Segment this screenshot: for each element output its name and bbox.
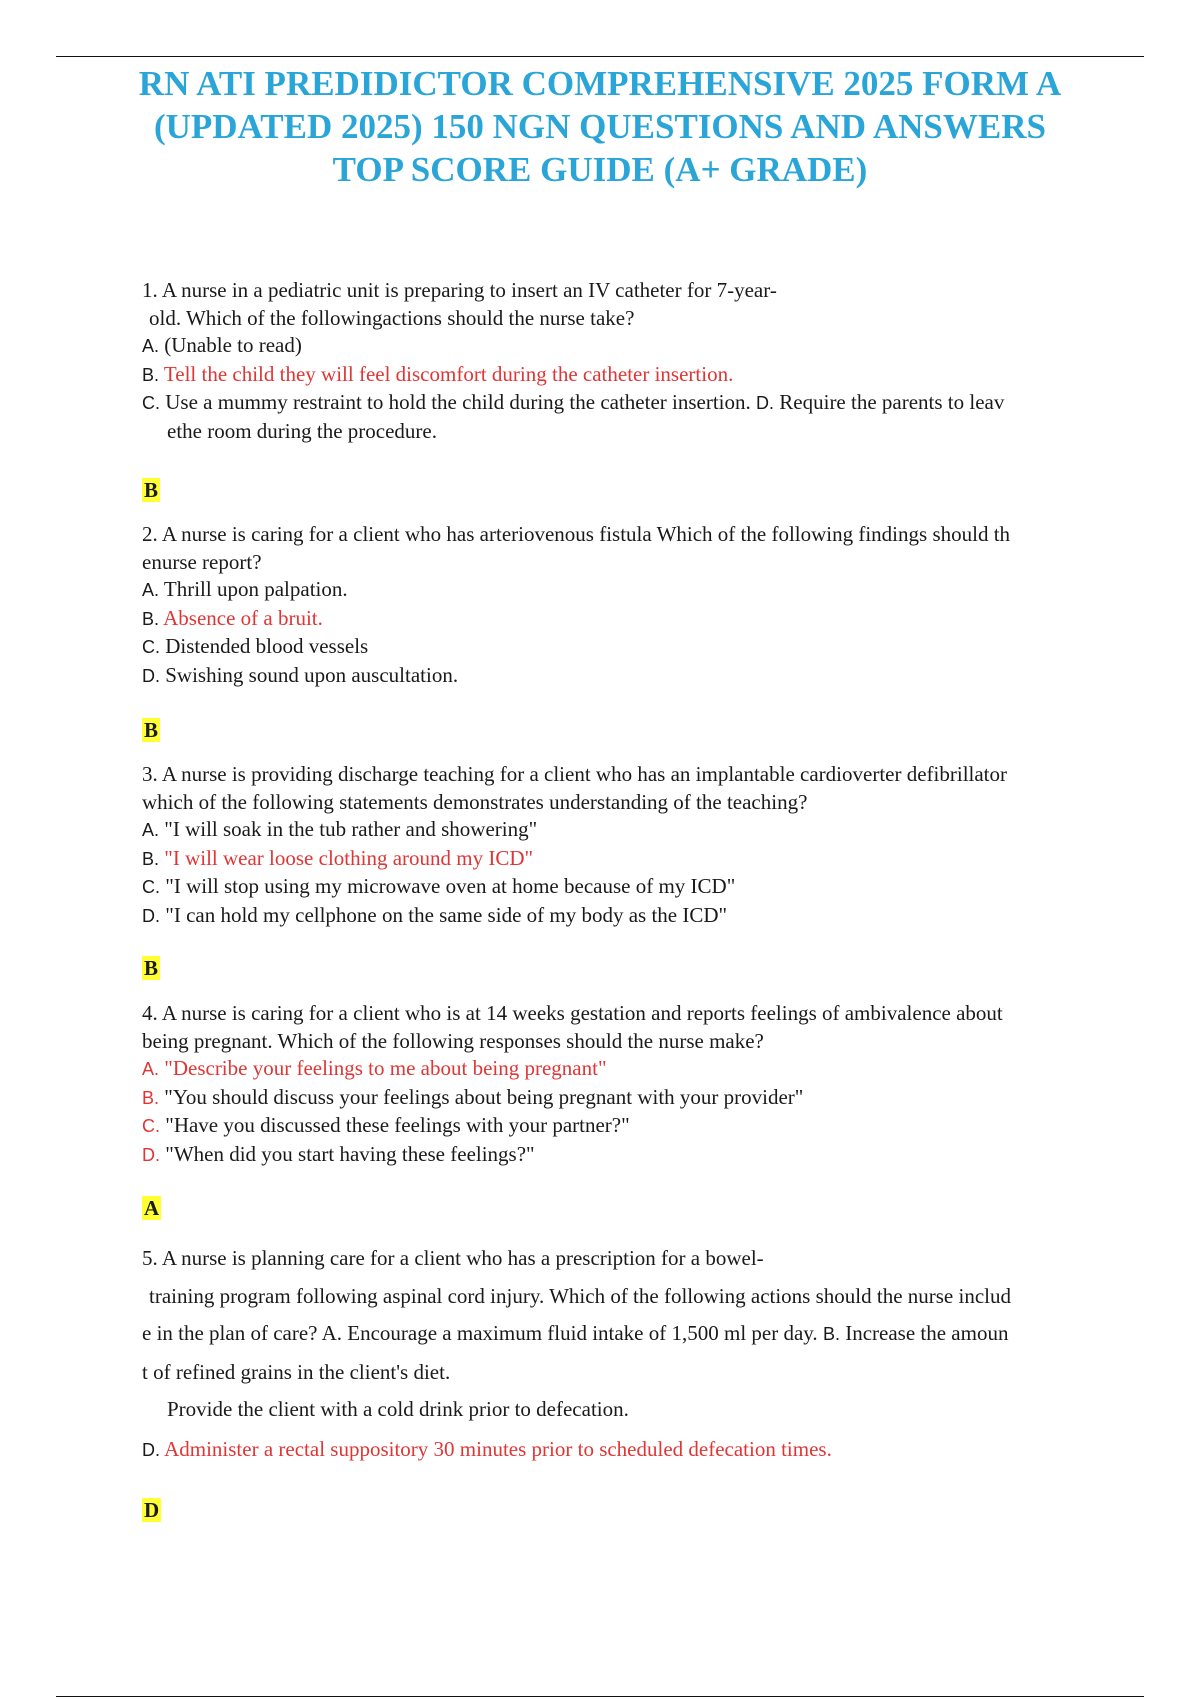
option-letter: D. — [756, 393, 775, 413]
option-letter: D. — [142, 1440, 160, 1460]
question-4 — [142, 1000, 1082, 1169]
option-text: Use a mummy restraint to hold the child during the catheter insertion. — [165, 390, 751, 414]
option-letter: A. — [142, 1059, 160, 1079]
question-5 — [142, 1240, 1082, 1429]
top-rule — [56, 56, 1144, 57]
correct-option-text: Administer a rectal suppository 30 minutes prior to scheduled defecation times. — [164, 1437, 832, 1461]
option-letter: B. — [822, 1324, 840, 1344]
option-text: Thrill upon palpation. — [163, 577, 348, 601]
answer-key-badge: D — [144, 1498, 160, 1522]
answer-3 — [142, 955, 1082, 983]
question-4-line-1: 4. A nurse is caring for a client who is at 14 weeks gestation and reports feelings of ambivalence about — [142, 1001, 1003, 1025]
option-letter: A. — [142, 580, 160, 600]
answer-key-badge: B — [144, 718, 159, 742]
question-1-option-b — [142, 361, 1082, 390]
question-1 — [142, 277, 1082, 445]
title-line-2: (UPDATED 2025) 150 NGN QUESTIONS AND ANSWERS — [154, 107, 1046, 146]
question-5-text: e in the plan of care? — [142, 1321, 318, 1345]
title-line-3: TOP SCORE GUIDE (A+ GRADE) — [332, 150, 868, 189]
option-letter: C. — [142, 393, 160, 413]
question-4-option-c — [142, 1112, 1082, 1141]
option-letter: B. — [142, 1087, 160, 1108]
answer-1 — [142, 477, 1082, 505]
question-2-option-b — [142, 605, 1082, 634]
bottom-rule — [56, 1696, 1144, 1697]
question-3-line-1: 3. A nurse is providing discharge teaching for a client who has an implantable cardioverter defibrillator — [142, 762, 1008, 786]
option-letter: A. — [321, 1321, 343, 1345]
question-5-line-3 — [142, 1315, 1082, 1354]
title-line-1: RN ATI PREDIDICTOR COMPREHENSIVE 2025 FORM A — [138, 64, 1062, 103]
question-4-option-a — [142, 1055, 1082, 1084]
answer-key-badge: B — [144, 956, 159, 980]
correct-option-text: "Describe your feelings to me about being pregnant" — [164, 1056, 607, 1080]
option-letter: C. — [142, 1116, 160, 1136]
question-3-option-c — [142, 873, 1082, 902]
correct-option-text: Absence of a bruit. — [163, 605, 323, 630]
option-text: Swishing sound upon auscultation. — [165, 662, 459, 687]
option-text: "You should discuss your feelings about being pregnant with your provider" — [164, 1084, 804, 1109]
question-2 — [142, 521, 1082, 690]
option-text: Increase the amoun — [845, 1321, 1009, 1345]
option-text: "I will soak in the tub rather and showering" — [164, 817, 538, 841]
option-text: Encourage a maximum fluid intake of 1,500 ml per day. — [347, 1321, 818, 1345]
option-letter: A. — [142, 336, 160, 356]
option-letter: C. — [142, 877, 160, 897]
answer-4 — [142, 1195, 1082, 1223]
option-letter: C. — [142, 637, 160, 657]
question-3-option-d — [142, 902, 1082, 931]
question-3-option-b — [142, 845, 1082, 874]
question-4-option-b — [142, 1084, 1082, 1113]
answer-key-badge: A — [144, 1196, 160, 1220]
option-text: "I can hold my cellphone on the same side of my body as the ICD" — [165, 902, 728, 927]
question-5-line-4: t of refined grains in the client's diet. — [142, 1359, 451, 1384]
answer-2 — [142, 717, 1082, 745]
question-5-line-1: 5. A nurse is planning care for a client who has a prescription for a bowel- — [142, 1246, 764, 1270]
option-letter: A. — [142, 820, 160, 840]
question-2-line-2: enurse report? — [142, 549, 262, 574]
question-2-line-1: 2. A nurse is caring for a client who has arteriovenous fistula Which of the following findings should th — [142, 522, 1011, 546]
correct-option-text: Tell the child they will feel discomfort during the catheter insertion. — [163, 361, 734, 386]
question-5-line-2: training program following aspinal cord injury. Which of the following actions should the nurse includ — [149, 1283, 1011, 1308]
option-text: Require the parents to leav — [779, 390, 1005, 414]
option-letter: D. — [142, 665, 160, 686]
question-1-option-a — [142, 332, 1082, 361]
question-3-line-2: which of the following statements demonstrates understanding of the teaching? — [142, 789, 808, 814]
answer-5 — [142, 1497, 1082, 1525]
option-letter: B. — [142, 848, 160, 869]
question-4-option-d — [142, 1141, 1082, 1170]
question-1-line-2: old. Which of the followingactions should the nurse take? — [149, 305, 635, 330]
option-text: "Have you discussed these feelings with your partner?" — [165, 1113, 630, 1137]
option-text: Distended blood vessels — [165, 634, 369, 658]
question-5-option-d — [142, 1436, 1082, 1465]
question-3-option-a — [142, 816, 1082, 845]
question-5-line-5: Provide the client with a cold drink prior to defecation. — [167, 1397, 629, 1421]
correct-option-text: "I will wear loose clothing around my ICD" — [164, 845, 534, 870]
document-title — [56, 62, 1144, 191]
option-letter: B. — [142, 608, 160, 629]
question-1-option-d-continued: ethe room during the procedure. — [167, 418, 437, 443]
option-letter: B. — [142, 364, 160, 385]
option-text: (Unable to read) — [164, 333, 302, 357]
question-3 — [142, 761, 1082, 930]
answer-key-badge: B — [144, 478, 159, 502]
option-text: "I will stop using my microwave oven at home because of my ICD" — [165, 874, 736, 898]
question-2-option-c — [142, 633, 1082, 662]
question-2-option-a — [142, 576, 1082, 605]
option-text: "When did you start having these feelings?" — [165, 1141, 535, 1166]
question-4-line-2: being pregnant. Which of the following responses should the nurse make? — [142, 1028, 764, 1053]
option-letter: D. — [142, 1144, 160, 1165]
question-1-option-c — [142, 389, 1082, 418]
question-1-line-1: 1. A nurse in a pediatric unit is preparing to insert an IV catheter for 7-year- — [142, 278, 777, 302]
question-2-option-d — [142, 662, 1082, 691]
option-letter: D. — [142, 905, 160, 926]
